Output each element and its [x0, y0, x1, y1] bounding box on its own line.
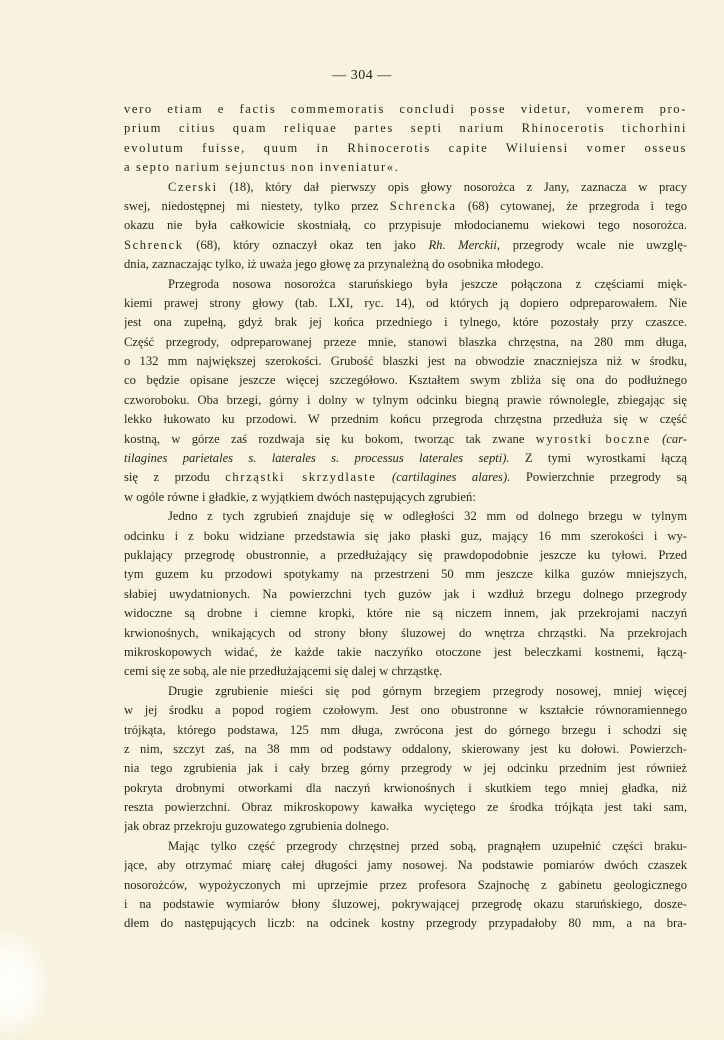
text-line: [124, 682, 687, 701]
text-segment: Powierzchnie przegrody są: [510, 470, 687, 485]
text-line: [124, 895, 687, 914]
text-segment: vero etiam e factis commemoratis concludi posse videtur, vomerem pro-: [124, 102, 687, 116]
text-segment: Część przegrody, odpreparowanej przeze mnie, stanowi blaszka chrzęstna, na 280 mm długa,: [124, 334, 687, 349]
text-line: [124, 740, 687, 759]
text-segment: i na podstawie wymiarów błony śluzowej, pokrywającej przegrodę okazu staruńskiego, dosze-: [124, 897, 687, 912]
text-segment: trójkąta, którego podstawa, 125 mm długa, zwrócona jest do górnego brzegu i schodzi się: [124, 722, 687, 737]
text-line: [124, 798, 687, 817]
text-segment: jak obraz przekroju guzowatego zgrubienia dolnego.: [124, 819, 390, 834]
text-segment: nosorożców, wypożyczonych mi uprzejmie przez profesora Szajnochę z gabinetu geologicznego: [124, 877, 687, 892]
text-line: [124, 817, 687, 836]
text-segment: a septo narium sejunctus non inveniatur«.: [124, 160, 400, 175]
text-segment: mikroskopowych widać, że każde takie naczyńko otoczone jest beleczkami kostnemi, łączą-: [124, 644, 687, 659]
text-line: [124, 410, 687, 429]
text-line: [124, 604, 687, 623]
text-segment: krwionośnych, wnikających od strony błony śluzowej do wnętrza chrząstki. Na przekrojach: [124, 625, 687, 640]
text-segment: w ogóle równe i gładkie, z wyjątkiem dwóch następujących zgrubień:: [124, 489, 476, 504]
text-segment: (68), który oznaczył okaz ten jako: [183, 237, 429, 252]
text-line: [124, 158, 687, 177]
text-segment: Rh. Merckii,: [428, 237, 501, 252]
text-line: [124, 294, 687, 313]
text-segment: kiemi prawej strony głowy (tab. LXI, ryc. 14), od których ją dopiero odpreparowałem. Nie: [124, 295, 687, 310]
text-line: [124, 662, 687, 681]
page-number: — 304 —: [332, 68, 392, 83]
text-line: [124, 449, 687, 468]
text-line: [124, 876, 687, 895]
text-segment: w jej środku a popod rogiem czołowym. Jest ono obustronne w kształcie równoramiennego: [124, 703, 687, 718]
text-segment: dnia, zaznaczając tylko, iż uważa jego głowę za przynależną do osobnika młodego.: [124, 257, 544, 272]
text-segment: co będzie opisane jeszcze więcej szczegółowo. Kształtem swym zbliża się ona do podłużnego: [124, 373, 687, 388]
text-segment: Drugie zgrubienie mieści się pod górnym brzegiem przegrody nosowej, mniej więcej: [168, 683, 687, 698]
text-line: [124, 856, 687, 875]
text-line: [124, 527, 687, 546]
text-segment: evolutum fuisse, quum in Rhinocerotis capite Wiluiensi vomer osseus: [124, 140, 687, 155]
text-segment: (18), który dał pierwszy opis głowy nosorożca z Jany, zaznacza w pracy: [217, 179, 687, 194]
text-segment: odcinku i z boku widziane przedstawia się jako płaski guz, mający 16 mm szerokości i wy-: [124, 528, 687, 543]
text-line: [124, 624, 687, 643]
text-segment: (cartilagines alares).: [376, 470, 511, 485]
text-segment: kostną, w górze zaś rozdwaja się ku bokom, tworząc tak zwane: [124, 431, 536, 446]
text-line: [124, 236, 687, 255]
body-text: [124, 100, 687, 934]
text-line: [124, 313, 687, 332]
text-line: [124, 255, 687, 274]
text-line: [124, 178, 687, 197]
text-segment: przegrody wcale nie uwzglę-: [500, 237, 687, 252]
text-line: [124, 391, 687, 410]
text-line: [124, 371, 687, 390]
text-segment: dłem do następujących liczb: na odcinek kostny przegrody przypadałoby 80 mm, a na bra-: [124, 916, 687, 931]
text-line: [124, 275, 687, 294]
text-segment: słabiej uwydatnionych. Na powierzchni tych guzów jak i wzdłuż brzegu dolnego przegrody: [124, 586, 687, 601]
text-line: [124, 197, 687, 216]
text-line: [124, 468, 687, 487]
text-segment: o 132 mm największej szerokości. Grubość blaszki jest na obwodzie znaczniejsza niż w środku,: [124, 354, 687, 369]
text-segment: Z tymi wyrostkami łączą: [509, 451, 687, 466]
text-line: [124, 585, 687, 604]
text-segment: widoczne są drobne i ciemne kropki, które nie są niczem innem, jak przekrojami naczyń: [124, 606, 687, 621]
text-line: [124, 352, 687, 371]
text-line: [124, 759, 687, 778]
text-segment: Przegroda nosowa nosorożca staruńskiego była jeszcze połączona z częściami mięk-: [168, 276, 687, 291]
text-line: [124, 333, 687, 352]
text-line: [124, 721, 687, 740]
text-line: [124, 546, 687, 565]
text-line: [124, 701, 687, 720]
text-line: [124, 837, 687, 856]
text-segment: jące, aby otrzymać miarę całej długości jamy nosowej. Na podstawie pomiarów dwóch czaszek: [124, 858, 687, 873]
text-line: [124, 139, 687, 158]
text-line: [124, 779, 687, 798]
text-line: [124, 488, 687, 507]
text-segment: reszta powierzchni. Obraz mikroskopowy kawałka wyciętego ze środka trójkąta jest taki sam,: [124, 800, 687, 815]
text-line: [124, 119, 687, 138]
text-segment: wyrostki boczne: [535, 431, 651, 446]
text-segment: okazu nie była całkowicie skostniałą, co przypisuje młodocianemu wiekowi tego nosorożca.: [124, 218, 687, 233]
text-segment: (car-: [650, 431, 687, 446]
text-segment: tilagines parietales s. laterales s. processus laterales septi).: [124, 451, 510, 466]
text-segment: Schrencka: [389, 198, 457, 213]
text-segment: czworoboku. Oba brzegi, górny i dolny w tylnym odcinku biegną prawie równolegle, zbiegając się: [124, 392, 687, 407]
text-line: [124, 430, 687, 449]
text-segment: Mając tylko część przegrody chrzęstnej przed sobą, pragnąłem uzupełnić części braku-: [168, 838, 687, 853]
text-line: [124, 507, 687, 526]
text-segment: prium citius quam reliquae partes septi narium Rhinocerotis tichorhini: [124, 121, 687, 136]
text-segment: nia tego zgrubienia jak i cały brzeg górny przegrody w jej odcinku przednim jest również: [124, 761, 687, 776]
text-segment: jest ona zupełną, gdyż brak jej końca przedniego i tylnego, które pozostały przy czaszce.: [124, 315, 687, 330]
text-line: [124, 216, 687, 235]
text-segment: Jedno z tych zgrubień znajduje się w odległości 32 mm od dolnego brzegu w tylnym: [168, 509, 687, 524]
text-segment: Czerski: [168, 179, 218, 194]
text-segment: Schrenck: [124, 237, 184, 252]
text-line: [124, 914, 687, 933]
text-segment: cemi się ze sobą, ale nie przedłużającemi się dalej w chrząstkę.: [124, 664, 443, 679]
text-line: [124, 100, 687, 119]
text-segment: tym guzem ku przodowi spotykamy na przestrzeni 50 mm jeszcze kilka guzów mniejszych,: [124, 567, 687, 582]
text-segment: się z przodu: [124, 470, 226, 485]
text-segment: lekko łukowato ku przodowi. W przednim końcu przegroda chrzęstna przedłuża się w część: [124, 412, 687, 427]
text-segment: swej, niedostępnej mi niestety, tylko przez: [124, 198, 390, 213]
text-segment: puklający przegrodę obustronnie, a przedłużający się prawdopodobnie jeszcze ku tyłowi. Przed: [124, 547, 687, 562]
text-segment: (68) cytowanej, że przegroda i tego: [456, 198, 687, 213]
text-segment: chrząstki skrzydlaste: [225, 470, 377, 485]
text-segment: z nim, szczyt zaś, na 38 mm od podstawy oddalony, skierowany jest ku dołowi. Powierzch-: [124, 741, 687, 756]
text-line: [124, 643, 687, 662]
text-segment: pokryta drobnymi otworkami dla naczyń krwionośnych i skutkiem tego mniej gładka, niż: [124, 780, 687, 795]
text-line: [124, 565, 687, 584]
